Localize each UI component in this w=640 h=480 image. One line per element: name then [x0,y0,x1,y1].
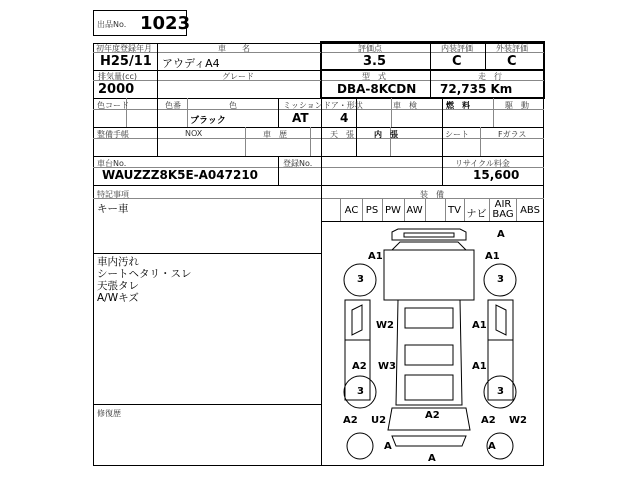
equip-aw: AW [406,205,423,216]
dmg-fr-wheel: 3 [497,274,504,285]
recycle-value: 15,600 [473,168,520,182]
remark-item: 天張タレ [97,280,139,292]
recycle-label: リサイクル料金 [455,159,510,168]
vehicle-label: 車 検 [393,101,417,110]
color-label: 色 [229,101,237,110]
doors-value: 4 [340,111,349,125]
equip-airbag: AIR BAG [492,199,514,220]
ceiling-label: 天 張 [330,130,354,139]
score-label: 評価点 [358,44,382,53]
trans-value: AT [292,111,309,125]
exterior-value: C [507,54,517,69]
interior2-label: 内 張 [374,130,398,139]
mileage-label: 走 行 [478,72,502,81]
special-label: 特記事項 [97,190,129,199]
dmg-fl-fender: A1 [368,251,383,262]
colorcode-label: 色コード [97,101,129,110]
fuel-label: 燃 料 [446,101,470,110]
seat-label: シート [445,130,469,139]
dmg-trunk: A2 [425,410,440,421]
interior-value: C [452,54,462,69]
dmg-rr-quarter2: W2 [509,415,527,426]
dmg-rl-quarter: A2 [343,415,358,426]
remark-item: A/Wキズ [97,292,139,304]
lot-number: 1023 [140,13,191,34]
mileage-value: 72,735 Km [440,82,513,96]
color-num-label: 色番 [165,101,181,110]
dmg-rl-fender: A2 [352,361,367,372]
regno-label: 登録No. [283,159,313,168]
dmg-fr-door: A1 [472,320,487,331]
dmg-rear-left: A [384,441,392,452]
reg-value: H25/11 [100,54,152,69]
lot-label: 出品No. [97,20,127,29]
equip-navi: ナビ [466,209,487,220]
glass-label: Fガラス [498,130,527,139]
key-note: キー車 [97,203,129,215]
equip-ac: AC [344,205,359,216]
score-value: 3.5 [363,54,387,69]
dmg-fr-fender: A1 [485,251,500,262]
maint-label: 整備手帳 [97,130,129,139]
dmg-rear-right: A [488,441,496,452]
exterior-label: 外装評価 [496,44,528,53]
trans-label: ミッション [283,101,323,110]
dmg-rr-quarter: A2 [481,415,496,426]
dmg-rear-bumper: A [428,453,436,464]
reg-label: 初年度登録年月 [96,44,152,53]
dmg-front-bumper: A [497,229,505,240]
dmg-rl-door: W3 [378,361,396,372]
name-value: アウディA4 [162,57,220,70]
equip-tv: TV [448,205,461,216]
history-label: 車 歴 [263,130,287,139]
remark-item: シートヘタリ・スレ [97,268,192,280]
vin-value: WAUZZZ8K5E-A047210 [102,168,259,182]
name-label: 車 名 [218,44,250,53]
equipment-label: 装 備 [420,190,444,199]
dmg-rr-wheel: 3 [497,386,504,397]
color-value: ブラック [190,116,226,126]
dmg-rear-u: U2 [371,415,387,426]
equip-abs: ABS [520,205,540,216]
drive-label: 駆 動 [505,101,529,110]
interior-label: 内装評価 [441,44,473,53]
equip-ps: PS [365,205,379,216]
nox-label: NOX [185,129,203,138]
vin-label: 車台No. [97,159,127,168]
grade-label: グレード [222,72,254,81]
dmg-rr-door: A1 [472,361,487,372]
doors-label: ドア・形状 [323,101,363,110]
model-value: DBA-8KCDN [337,82,417,96]
disp-label: 排気量(cc) [98,72,138,81]
repair-label: 修復歴 [97,409,121,418]
dmg-fl-door: W2 [376,320,394,331]
dmg-fl-wheel: 3 [357,274,364,285]
equip-pw: PW [385,205,401,216]
model-label: 型 式 [362,72,386,81]
remark-item: 車内汚れ [97,256,139,268]
disp-value: 2000 [98,82,135,97]
dmg-rl-wheel: 3 [357,386,364,397]
